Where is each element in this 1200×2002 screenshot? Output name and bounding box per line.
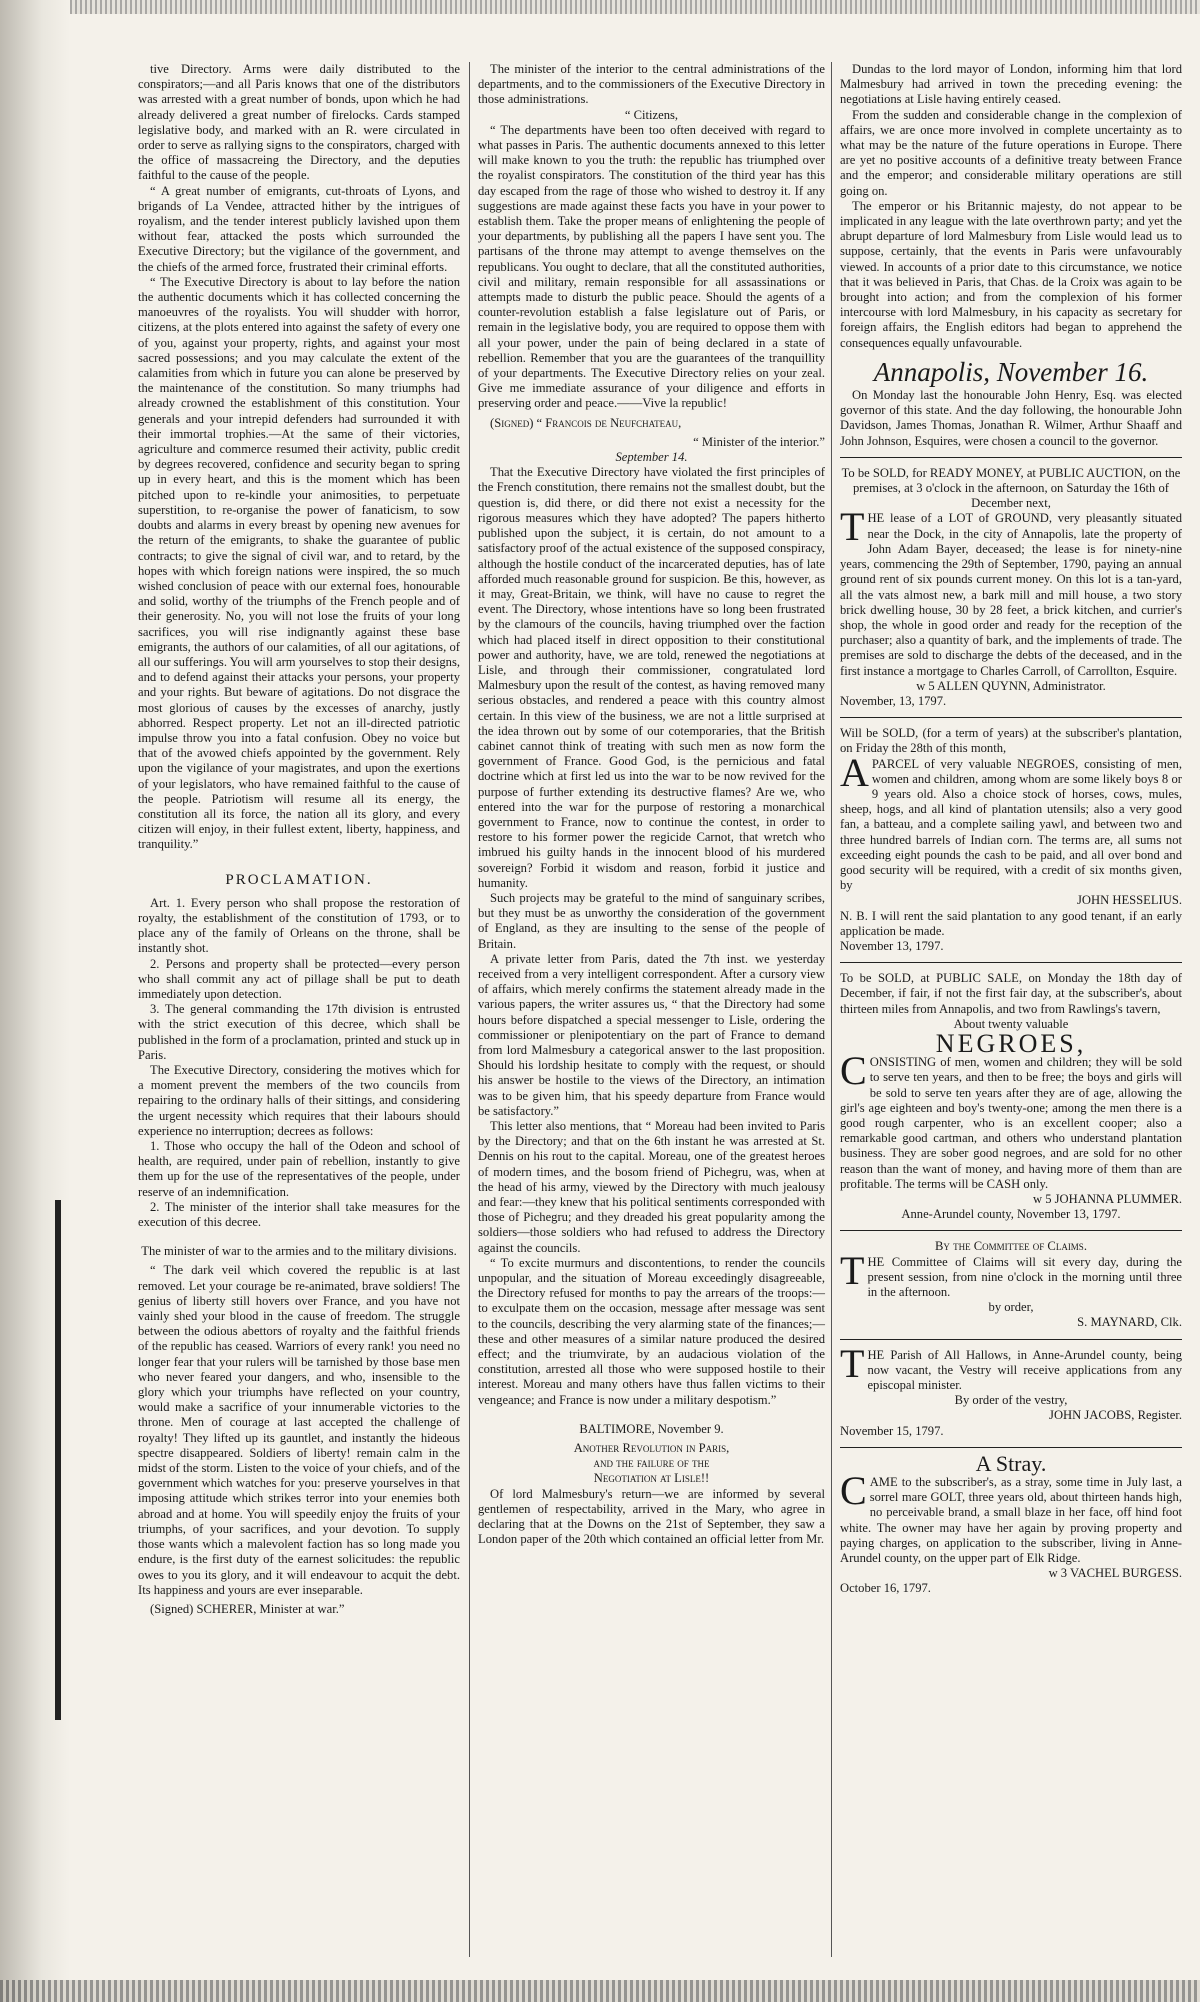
ad-signature: w 5 JOHANNA PLUMMER. — [1032, 1192, 1182, 1207]
date-heading: September 14. — [615, 450, 688, 465]
ad-date: November 15, 1797. — [840, 1423, 944, 1438]
proclamation-article: Art. 1. Every person who shall propose the restoration of royalty, the establishment of the constitution of 1793, or to place any of the family of Orleans on the throne, shall be instantly shot. — [138, 895, 460, 956]
interior-signature: (Signed) “ Francois de Neufchateau, — [490, 415, 682, 430]
c1-paragraph: tive Directory. Arms were daily distributed to the conspirators;—and all Paris knows that one of the distributors was arrested with a great number of bonds, upon which he had already delivered a great number of firelocks. Cards stamped legislative body, and marked with an R. were circulated in order to serve as rallying signs to the conspirators, charged with the office of massacreing the Directory, and the deputies faithful to the cause of the people. — [138, 62, 460, 183]
drop-cap: T — [840, 1247, 865, 1293]
ad-body-text: HE lease of a LOT of GROUND, very pleasantly situated near the Dock, in the city of Annapolis, late the property of John Adam Bayer, deceased; the lease is for ninety-nine years, commencing the 29th of September, 1790, paying an annual ground rent of six pounds current money. On this lot is a tan-yard, all the vats almost new, a bark mill and mill house, a two story brick dwelling house, 30 by 28 feet, a brick kitchen, and currier's shop, the whole in good order and ready for the reception of the purchaser; also a quantity of bark, and the implements of trade. The premises are sold to discharge the debts of the deceased, and in the first instance a mortgage to Charles Carroll, of Carrollton, Esquire. — [840, 511, 1182, 678]
divider — [840, 1447, 1182, 1448]
citizens-salutation: “ Citizens, — [624, 107, 679, 122]
c3-paragraph: The emperor or his Britannic majesty, do not appear to be implicated in any league with the late overthrown party; and yet the abrupt departure of lord Malmesbury from Lisle would lead us to suppose, certainly, that the events in Paris were unfavourably viewed. In accounts of a prior date to this circumstance, we notice that it was believed in Paris, that Chas. de la Croix was again to be brought into action; and from the complexion of his former intercourse with lord Malmesbury, in his capacity as secretary for foreign affairs, the English editors had began to apprehend the consequences equally unfavourable. — [840, 198, 1182, 350]
column-3 — [840, 62, 1182, 1597]
ad-body — [840, 1048, 1182, 1192]
torn-top-edge — [0, 0, 1200, 14]
advertisement-lot-of-ground — [840, 466, 1182, 709]
ad-body-text: ONSISTING of men, women and children; they will be sold to serve ten years, and then to be free; the boys and girls will be sold to serve ten years after they are of age, allowing the girl's age eighteen and boy's twenty-one; among the men there is a good rough carpenter, who is an excellent cooper; also a remarkable good cartman, and others who understand plantation business. They are sober good negroes, and are sold for no other reason than the want of money, and having more of them than are profitable. The terms will be CASH only. — [840, 1055, 1182, 1191]
c2-paragraph: A private letter from Paris, dated the 7th inst. we yesterday received from a very intelligent correspondent. After a cursory view of affairs, which merely confirms the statement already made in the various papers, the writer assures us, “ that the Directory had some hours before dispatched a special messenger to Lisle, ordering the commissioner or plenipotentiary on the part of France to demand from lord Malmesbury a categorical answer to the last proposition. Should his lordship hesitate to comply with the request, or should his answer be hostile to the views of the Directory, an intimation was to be given him, that his speedy departure from France would be satisfactory.” — [478, 951, 825, 1118]
interior-minister-heading: The minister of the interior to the central administrations of the departments, and to the commissioners of the Executive Directory in those administrations. — [478, 62, 825, 107]
c3-paragraph: From the sudden and considerable change in the complexion of affairs, we are once more involved in complete uncertainty as to what may be the nature of the future operations in Europe. There are yet no positive accounts of a definitive treaty between France and the emperor; and considerable military operations are still going on. — [840, 107, 1182, 198]
proclamation-heading: PROCLAMATION. — [225, 871, 373, 888]
interior-signature-title: “ Minister of the interior.” — [693, 434, 825, 449]
drop-cap: C — [840, 1048, 867, 1094]
c1-paragraph: “ A great number of emigrants, cut-throats of Lyons, and brigands of La Vendee, attracted hither by the intrigues of royalism, and the tender interest publicly lavished upon them without fear, attacked the posts which surrounded the Executive Directory; but the vigilance of the government, and the chiefs of the armed force, frustrated their criminal efforts. — [138, 183, 460, 274]
divider — [840, 1230, 1182, 1231]
ad-signature: JOHN HESSELIUS. — [1077, 893, 1182, 908]
ad-body-text: AME to the subscriber's, as a stray, some time in July last, a sorrel mare GOLT, three years old, about thirteen hands high, no perceivable brand, a small blaze in her face, off hind foot white. The owner may have her again by proving property and paying charges, on application to the subscriber, living in Anne-Arundel county, on the upper part of Elk Ridge. — [840, 1475, 1182, 1566]
war-minister-signature: (Signed) SCHERER, Minister at war.” — [150, 1601, 345, 1616]
binding-mark — [55, 1200, 61, 1720]
column-1 — [138, 62, 460, 1621]
ad-body-text: PARCEL of very valuable NEGROES, consisting of men, women and children, among whom are some likely boys 8 or 9 years old. Also a choice stock of horses, cows, mules, sheep, hogs, and all kind of plantation utensils; also a very good fan, a batteau, and a complete sailing yawl, and between two and three hundred barrels of Indian corn. The terms are, all sums not exceeding eight pounds the cash to be paid, and all over bond and good security will be required, with a credit of six months given, by — [840, 756, 1182, 893]
c2-paragraph: That the Executive Directory have violated the first principles of the French constitution, there remains not the smallest doubt, but the question is, did there, or did there not exist a necessity for the rigorous measures which they have adopted? The papers hitherto published upon the subject, it is certain, do not amount to a satisfactory proof of the actual existence of the supposed conspiracy, although the hostile conduct of the incarcerated deputies, has of late afforded much reasonable ground for suspicion. Be this, however, as it may, Great-Britain, we think, will have no cause to regret the event. The Directory, whose intentions have so long been frustrated by the clamours of the councils, having triumphed over the faction which had placed itself in direct opposition to their constitutional power and authority, have, we are told, renewed the negotiations at Lisle, and through their commissioner, congratulated lord Malmesbury upon the result of the contest, as having removed many serious obstacles, and rendered a peace with this country almost certain. In this view of the business, we are not a little surprised at the idea thrown out by some of our cotemporaries, that the British cabinet cannot think of treating with such men as now form the government of France. Good God, is the pernicious and fatal doctrine which at first led us into the war to be now revived for the purpose of further extending its destructive flames? Are we, who entered into the war for the purpose of restoring a monarchical government to France, now to continue the contest, in order to restore to his former power the regicide Carnot, that wretch who imbrued his guilty hands in the innocent blood of his murdered sovereign? Forbid it wisdom and reason, forbid it justice and humanity. — [478, 465, 825, 890]
drop-cap: T — [840, 504, 865, 550]
ad-signature: w 3 VACHEL BURGESS. — [1048, 1566, 1182, 1581]
ad-heading: To be SOLD, at PUBLIC SALE, on Monday the 18th day of December, if fair, if not the first fair day, at the subscriber's, about thirteen miles from Annapolis, and two from Rawlings's tavern, — [840, 971, 1182, 1016]
divider — [840, 962, 1182, 963]
c1-paragraph: “ The Executive Directory is about to lay before the nation the authentic documents which it has collected concerning the manoeuvres of the royalists. You will shudder with horror, citizens, at the plots entered into against the safety of every one of you, against your property, rights, and against your most sacred possessions; and you may calculate the extent of the calamities from which in future you can alone be preserved by the maintenance of the constitution. So many triumphs had already crowned the establishment of this constitution. Your generals and your intrepid defenders had surrounded it with their immortal trophies.—At the same of their victories, agriculture and commerce resumed their activity, public credit by degrees recovered, confidence and security began to spring up in every heart, and this is the moment which has been pitched upon to re-kindle your animosities, to perpetuate superstition, to re-organise the power of fanaticism, to sow doubts and alarms in every breast by opening new avenues for the return of the emigrants, to shake the guarantee of public contracts; to give the signal of civil war, and to retard, by the hopes with which foreign nations were inspired, the so much wished conclusion of peace with our external foes, honourable and solid, worthy of the triumphs of the French people and of their generosity. No, you will not lose the fruits of your long sacrifices, you will rise indignantly against these base emigrants, the authors of our calamities, of all our agitations, of all our sufferings. You will arm yourselves to stop their designs, and to defend against their attacks your persons, your property and your rights. But beware of agitations. Do not disgrace the most glorious of causes by the excesses of anarchy, justly abhorred. Respect property. Let not an ill-directed patriotic impulse throw you into a fatal confusion. Obey no voice but that of the avowed chiefs appointed by the government. Rely upon the vigilance of your magistrates, and upon the exertions of your legislators, who have remained faithful to the cause of the people. Patriotism will resume all its energy, the constitution all its force, the nation all its glory, and every citizen will enjoy, in their fullest extent, liberty, happiness, and tranquility.” — [138, 274, 460, 852]
proclamation-paragraph: 1. Those who occupy the hall of the Odeon and school of health, are required, under pain of rebellion, instantly to give them up for the use of the representatives of the people, under reserve of an indemnification. — [138, 1139, 460, 1199]
ad-place-date: Anne-Arundel county, November 13, 1797. — [901, 1207, 1121, 1222]
c2-paragraph: “ To excite murmurs and discontentions, to render the councils unpopular, and the situation of Moreau exceedingly disagreeable, the Directory refused for months to pay the arrears of the troops:—to exculpate them on the occasion, message after message was sent to the councils, describing the very alarming state of the finances;—these and other measures of a similar nature produced the desired effect; and the triumvirate, by an audacious violation of the constitution, arrested all those who were supposed hostile to their interest. Moreau and many others have thus fallen victims to their vengeance; and France is now under a military despotism.” — [478, 1255, 825, 1407]
baltimore-paragraph: Of lord Malmesbury's return—we are informed by several gentlemen of respectability, arrived in the Mary, who agree in declaring that at the Downs on the 21st of September, they saw a London paper of the 20th which contained an official letter from Mr. — [478, 1486, 825, 1547]
ad-body — [840, 1468, 1182, 1566]
advertisement-committee-of-claims — [840, 1239, 1182, 1330]
advertisement-all-hallows — [840, 1340, 1182, 1439]
baltimore-headline: and the failure of the — [593, 1456, 710, 1471]
torn-bottom-edge — [0, 1980, 1200, 2002]
proclamation-paragraph: 2. The minister of the interior shall take measures for the execution of this decree. — [138, 1199, 460, 1230]
proclamation-article: 2. Persons and property shall be protected—every person who shall commit any act of pillage shall be put to death immediately upon detection. — [138, 956, 460, 1001]
column-2 — [478, 62, 825, 1548]
proclamation-paragraph: The Executive Directory, considering the motives which for a moment prevent the members of the two councils from repairing to the ordinary halls of their sittings, and considering the urgent necessity which requires that their labours should experience no interruption; decrees as follows: — [138, 1063, 460, 1138]
ad-heading: By the Committee of Claims. — [935, 1239, 1087, 1254]
ad-by-order: by order, — [988, 1300, 1034, 1315]
ad-date: November 13, 1797. — [840, 938, 944, 953]
drop-cap: A — [840, 749, 869, 795]
ad-body — [840, 1340, 1182, 1394]
advertisement-plummer — [840, 971, 1182, 1222]
war-minister-heading: The minister of war to the armies and to the military divisions. — [141, 1244, 457, 1259]
ad-heading: Will be SOLD, (for a term of years) at the subscriber's plantation, on Friday the 28th of this month, — [840, 726, 1182, 756]
ad-signature: w 5 ALLEN QUYNN, Administrator. — [916, 678, 1106, 693]
ad-body — [840, 749, 1182, 894]
proclamation-article: 3. The general commanding the 17th division is entrusted with the strict execution of this decree, which shall be published in the form of a proclamation, printed and stuck up in Paris. — [138, 1002, 460, 1062]
baltimore-headline: Another Revolution in Paris, — [573, 1441, 730, 1456]
baltimore-headline: Negotiation at Lisle!! — [593, 1471, 710, 1486]
c3-paragraph: Dundas to the lord mayor of London, informing him that lord Malmesbury had arrived in town the preceding evening: the negotiations at Lisle having entirely ceased. — [840, 62, 1182, 107]
advertisement-stray — [840, 1450, 1182, 1597]
ad-note: N. B. I will rent the said plantation to any good tenant, if an early application be made. — [840, 908, 1182, 938]
page-gutter — [0, 0, 70, 2002]
ad-date: November, 13, 1797. — [840, 693, 947, 708]
advertisement-hesselius — [840, 726, 1182, 954]
divider — [840, 457, 1182, 458]
annapolis-dateline: Annapolis, November 16. — [873, 356, 1149, 387]
divider — [840, 1339, 1182, 1340]
drop-cap: C — [840, 1468, 867, 1514]
c2-paragraph: Such projects may be grateful to the mind of sanguinary scribes, but they must be as unworthy the consideration of the government of England, as they are insulting to the sense of the people of Britain. — [478, 890, 825, 951]
drop-cap: T — [840, 1340, 865, 1386]
ad-body-text: HE Committee of Claims will sit every day, during the present session, from nine o'clock in the morning until three in the afternoon. — [867, 1254, 1182, 1300]
c3-paragraph: On Monday last the honourable John Henry, Esq. was elected governor of this state. And the day following, the honourable John Davidson, James Thomas, Jonathan R. Wilmer, Arthur Shaaff and John Johnson, Esquires, were chosen a council to the governor. — [840, 388, 1182, 448]
war-minister-paragraph: “ The dark veil which covered the republic is at last removed. Let your courage be re-animated, brave soldiers! The genius of liberty still hovers over France, and you have not vainly shed your blood in the cause of freedom. The struggle between the odious abettors of royalty and the faithful friends of the republic has ceased. Warriors of every rank! you need no longer fear that your rulers will be tarnished by those base men who never feared your dangers, and who, insensible to the glory which your triumphs have reflected on your country, would make a sacrifice of your innumerable victories to the throne. Men of courage at last accepted the challenge of royalty! They lifted up its gauntlet, and instantly the hideous spectre disappeared. Soldiers of liberty! remain calm in the midst of the storm. Listen to the voice of your chiefs, and of the government which watches for you: preserve yourselves in that imposing attitude which strikes terror into your enemies both abroad and at home. You will speedily enjoy the fruits of your triumphs, of your sacrifices, and your devotion. To supply those wants which a malevolent faction has so long made you endure, is the first duty of the earnest solicitudes: the republic owes to you its glory, and it will endeavour to acquit the debt. Its happiness and yours are ever inseparable. — [138, 1263, 460, 1597]
stray-heading: A Stray. — [975, 1450, 1047, 1476]
baltimore-dateline: BALTIMORE, November 9. — [579, 1421, 724, 1436]
divider — [840, 717, 1182, 718]
ad-body — [840, 1247, 1182, 1301]
ad-large-heading: NEGROES, — [935, 1028, 1087, 1058]
ad-body — [840, 504, 1182, 678]
c2-paragraph: This letter also mentions, that “ Moreau had been invited to Paris by the Directory; and that on the 6th instant he was arrested at St. Dennis on his rout to the capital. Moreau, one of the greatest heroes of modern times, and the bosom friend of Pichegru, was, when at the head of his army, viewed by the Directory with much jealousy and fear:—they knew that his political sentiments corresponded with those of Pichegru; and they dreaded his great popularity among the soldiers—those soldiers who had refused to address the Directory against the councils. — [478, 1119, 825, 1255]
ad-date: October 16, 1797. — [840, 1581, 931, 1596]
ad-by-order: By order of the vestry, — [954, 1393, 1068, 1408]
ad-body-text: HE Parish of All Hallows, in Anne-Arundel county, being now vacant, the Vestry will receive applications from any episcopal minister. — [867, 1347, 1182, 1393]
ad-heading: To be SOLD, for READY MONEY, at PUBLIC AUCTION, on the premises, at 3 o'clock in the afternoon, on Saturday the 16th of December next, — [841, 465, 1181, 511]
ad-signature: JOHN JACOBS, Register. — [1049, 1408, 1182, 1423]
ad-subheading: About twenty valuable — [953, 1016, 1069, 1031]
ad-signature: S. MAYNARD, Clk. — [1077, 1315, 1182, 1330]
interior-letter-paragraph: “ The departments have been too often deceived with regard to what passes in Paris. The authentic documents annexed to this letter will make known to you the truth: the republic has triumphed over the royalist conspirators. The constitution of the third year has this day escaped from the rage of those who wished to destroy it. If any suggestions are made against these facts you have in your power to establish them. Take the proper means of enlightening the people of your departments, by publishing all the papers I have sent you. The partisans of the throne may attempt to avenge themselves on the republicans. You ought to declare, that all the constituted authorities, civil and military, remain responsible for all assassinations or attempts made to disturb the public peace. Should the agents of a counter-revolution establish a false legislature out of Paris, or remain in the legislative body, you are required to oppose them with all your power, under the pain of being declared in a state of rebellion. Remember that you are the guarantees of the tranquillity of your departments. The Executive Directory relies on your zeal. Give me immediate assurance of your diligence and efforts in preserving order and peace.——Vive la republic! — [478, 122, 825, 411]
